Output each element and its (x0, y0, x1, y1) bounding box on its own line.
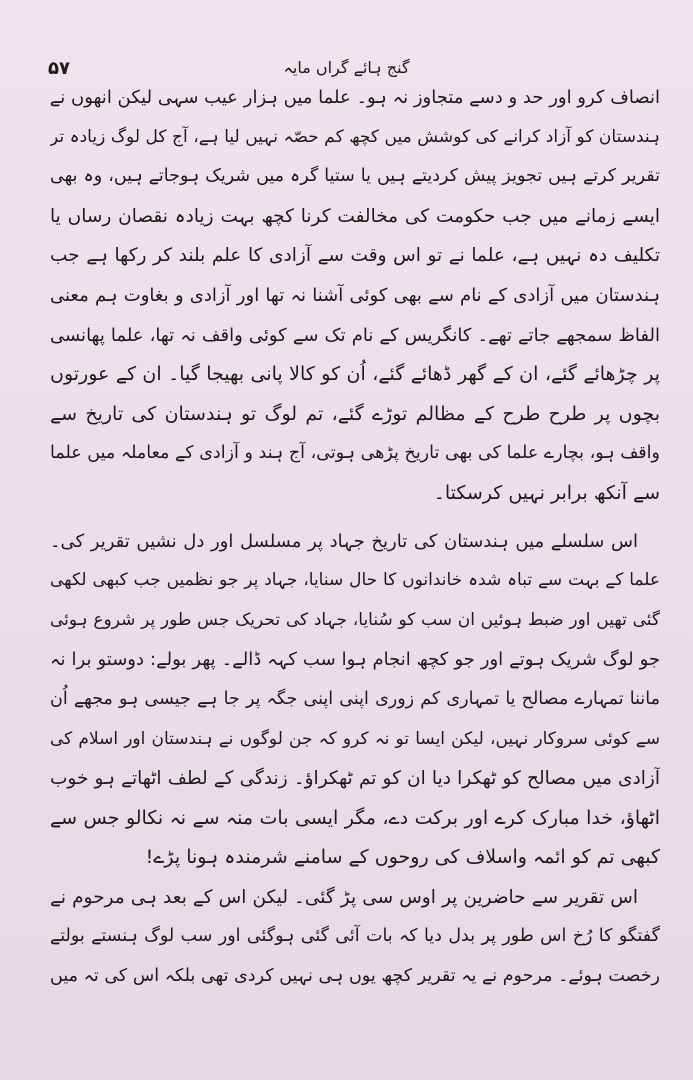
text-line: ہندستان میں آزادی کے نام سے بھی کوئی آشنا نہ تھا اور آزادی و بغاوت ہم معنی (50, 284, 660, 306)
text-line: ہندستان کو آزاد کرانے کی کوشش میں کچھ کم حصّہ نہیں لیا ہے، آج کل لوگ زیادہ تر (50, 126, 660, 147)
text-line: گئی تھیں اور ضبط ہوئیں ان سب کو سُنایا، جہاد کی تحریک جس طور پر شروع ہوئی (50, 609, 660, 630)
text-line: تکلیف دہ نہیں ہے، علما نے تو اس وقت سے آزادی کا علم بلند کر رکھا ہے جب (50, 245, 660, 267)
text-line: کبھی تم کو ائمہ واسلاف کی روحوں کے سامنے شرمندہ ہونا پڑے! (145, 846, 660, 869)
text-line: بچوں پر طرح طرح کے مظالم توڑے گئے، تم لوگ تو ہندستان کی تاریخ سے (50, 402, 660, 425)
text-line: سے کوئی سروکار نہیں، لیکن ایسا تو نہ کرو کہ جن لوگوں نے ہندستان اور اسلام کی (50, 728, 660, 749)
text-line: ایسے زمانے میں جب حکومت کی مخالفت کرنا کچھ بہت زیادہ نقصان رساں یا (50, 205, 660, 227)
text-line: پر چڑھائے گئے، ان کے گھر ڈھائے گئے، اُن کو کالا پانی بھیجا گیا۔ ان کے عورتوں (50, 363, 660, 386)
text-line: الفاظ سمجھے جاتے تھے۔ کانگریس کے نام تک سے کوئی واقف نہ تھا، علما پھانسی (50, 324, 660, 346)
text-line: جو لوگ شریک ہوتے اور جو کچھ انجام ہوا سب کہہ ڈالے۔ پھر بولے: دوستو برا نہ (50, 649, 660, 671)
text-line: آزادی میں مصالح کو ٹھکرا دیا ان کو تم ٹھکراؤ۔ زندگی کے لطف اٹھاتے ہو خوب (50, 768, 660, 790)
page-number: ۵۷ (48, 58, 70, 79)
text-line: سے آنکھ برابر نہیں کرسکتا۔ (433, 481, 660, 504)
body-text (50, 78, 660, 997)
text-line: اٹھاؤ، خدا مبارک کرے اور برکت دے، مگر ایسی بات منہ سے نہ نکالو جس سے (50, 806, 660, 829)
text-line: گفتگو کا رُخ اس طور پر بدل دیا کہ بات آئی گئی ہوگئی اور سب لوگ ہنستے بولتے (50, 926, 660, 947)
text-line: تقریر کرتے ہیں تجویز پیش کردیتے ہیں یا ستیا گرہ میں شریک ہوجاتے ہیں، وہ بھی (50, 166, 660, 187)
text-line: اس سلسلے میں ہندستان کی تاریخ جہاد پر مسلسل اور دل نشیں تقریر کی۔ (50, 530, 638, 552)
running-title: گنج ہائے گراں مایہ (283, 58, 410, 77)
text-line: رخصت ہوئے۔ مرحوم نے یہ تقریر کچھ یوں ہی نہیں کردی تھی بلکہ اس کی تہ میں (50, 966, 660, 987)
paragraph (50, 522, 660, 878)
paragraph (50, 78, 660, 514)
text-line: ماننا تمہارے مصالح یا تمہاری کم زوری اپنی اپنی جگہ پر جا ہے جیسی ہو مجھے اُن (50, 688, 660, 709)
text-line: اس تقریر سے حاضرین پر اوس سی پڑ گئی۔ لیکن اس کے بعد ہی مرحوم نے (50, 886, 638, 908)
text-line: واقف ہو، بچارے علما کی بھی تاریخ پڑھی ہوتی، آج ہند و آزادی کے معاملہ میں علما (50, 443, 660, 464)
text-line: علما کے بہت سے تباہ شدہ خاندانوں کا حال سنایا، جہاد پر جو نظمیں جب کبھی لکھی (50, 570, 660, 591)
paragraph (50, 878, 660, 997)
text-line: انصاف کرو اور حد و دسے متجاوز نہ ہو۔ علما میں ہزار عیب سہی لیکن انھوں نے (50, 87, 660, 108)
